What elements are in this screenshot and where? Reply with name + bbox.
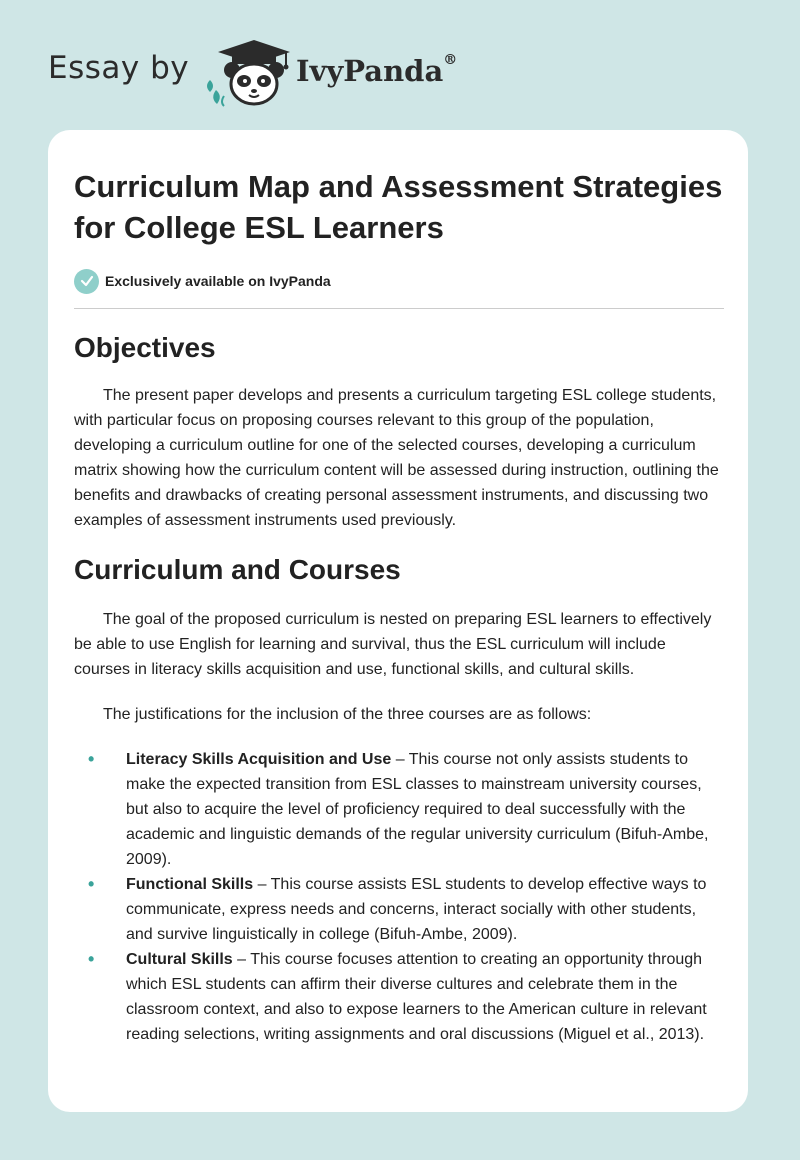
paragraph: The goal of the proposed curriculum is nested on preparing ESL learners to effectively be able to use English for learning and survival, thus the ESL curriculum will include courses in literacy skills acquisition and use, functional skills, and cultural skills. — [74, 611, 712, 678]
essay-title: Curriculum Map and Assessment Strategies for College ESL Learners — [74, 169, 723, 245]
course-term: Functional Skills — [126, 876, 254, 893]
ivypanda-wordmark[interactable] — [296, 54, 457, 88]
panda-graduation-cap-icon — [202, 36, 294, 108]
paragraph: The present paper develops and presents a curriculum targeting ESL college students, with particular focus on proposing courses relevant to this group of the population, developing a curriculum outline for one of the selected courses, developing a curriculum matrix showing how the curriculum content will be assessed during instruction, outlining the benefits and drawbacks of creating personal assessment instruments, and discussing two examples of assessment instruments used previously. — [74, 387, 719, 529]
list-item — [74, 747, 724, 872]
title-divider — [74, 308, 724, 309]
course-list — [74, 747, 724, 1047]
course-description: – This course focuses attention to creating an opportunity through which ESL students can affirm their diverse cultures and celebrate them in the classroom context, and also to expose learners to the American culture in relevant reading selections, writing assignments and oral discussions (Miguel et al., 2013). — [126, 951, 707, 1043]
list-item — [74, 947, 724, 1047]
brand-name: IvyPanda — [296, 54, 444, 88]
section-objectives — [74, 331, 724, 533]
course-term: Literacy Skills Acquisition and Use — [126, 751, 392, 768]
essay-by-label: Essay by — [48, 50, 190, 86]
bullet-dot-icon: • — [88, 749, 95, 769]
bullet-dot-icon: • — [88, 949, 95, 969]
check-circle-icon — [74, 269, 99, 294]
essay-card — [48, 130, 748, 1112]
course-description: – This course assists ESL students to develop effective ways to communicate, express needs and concerns, interact socially with other students, and survive linguistically in college (Bifuh-Ambe, 2009). — [126, 876, 707, 943]
list-item — [74, 872, 724, 947]
site-header — [48, 36, 468, 108]
registered-mark: ® — [443, 52, 458, 68]
paragraph: The justifications for the inclusion of the three courses are as follows: — [103, 706, 592, 723]
essay-content — [74, 166, 724, 1047]
ivypanda-logo[interactable] — [202, 36, 294, 113]
exclusive-badge-text: Exclusively available on IvyPanda — [105, 273, 331, 289]
course-term: Cultural Skills — [126, 951, 233, 968]
section-heading: Objectives — [74, 332, 216, 363]
bullet-dot-icon: • — [88, 874, 95, 894]
section-heading: Curriculum and Courses — [74, 554, 401, 585]
ivy-leaf-icon — [207, 80, 224, 106]
course-description: – This course not only assists students to make the expected transition from ESL classes to mainstream university courses, but also to acquire the level of proficiency required to deal successfully with the academic and linguistic demands of the regular university curriculum (Bifuh-Ambe, 2009). — [126, 751, 709, 868]
exclusive-badge — [74, 268, 724, 294]
section-curriculum-and-courses — [74, 553, 724, 1047]
